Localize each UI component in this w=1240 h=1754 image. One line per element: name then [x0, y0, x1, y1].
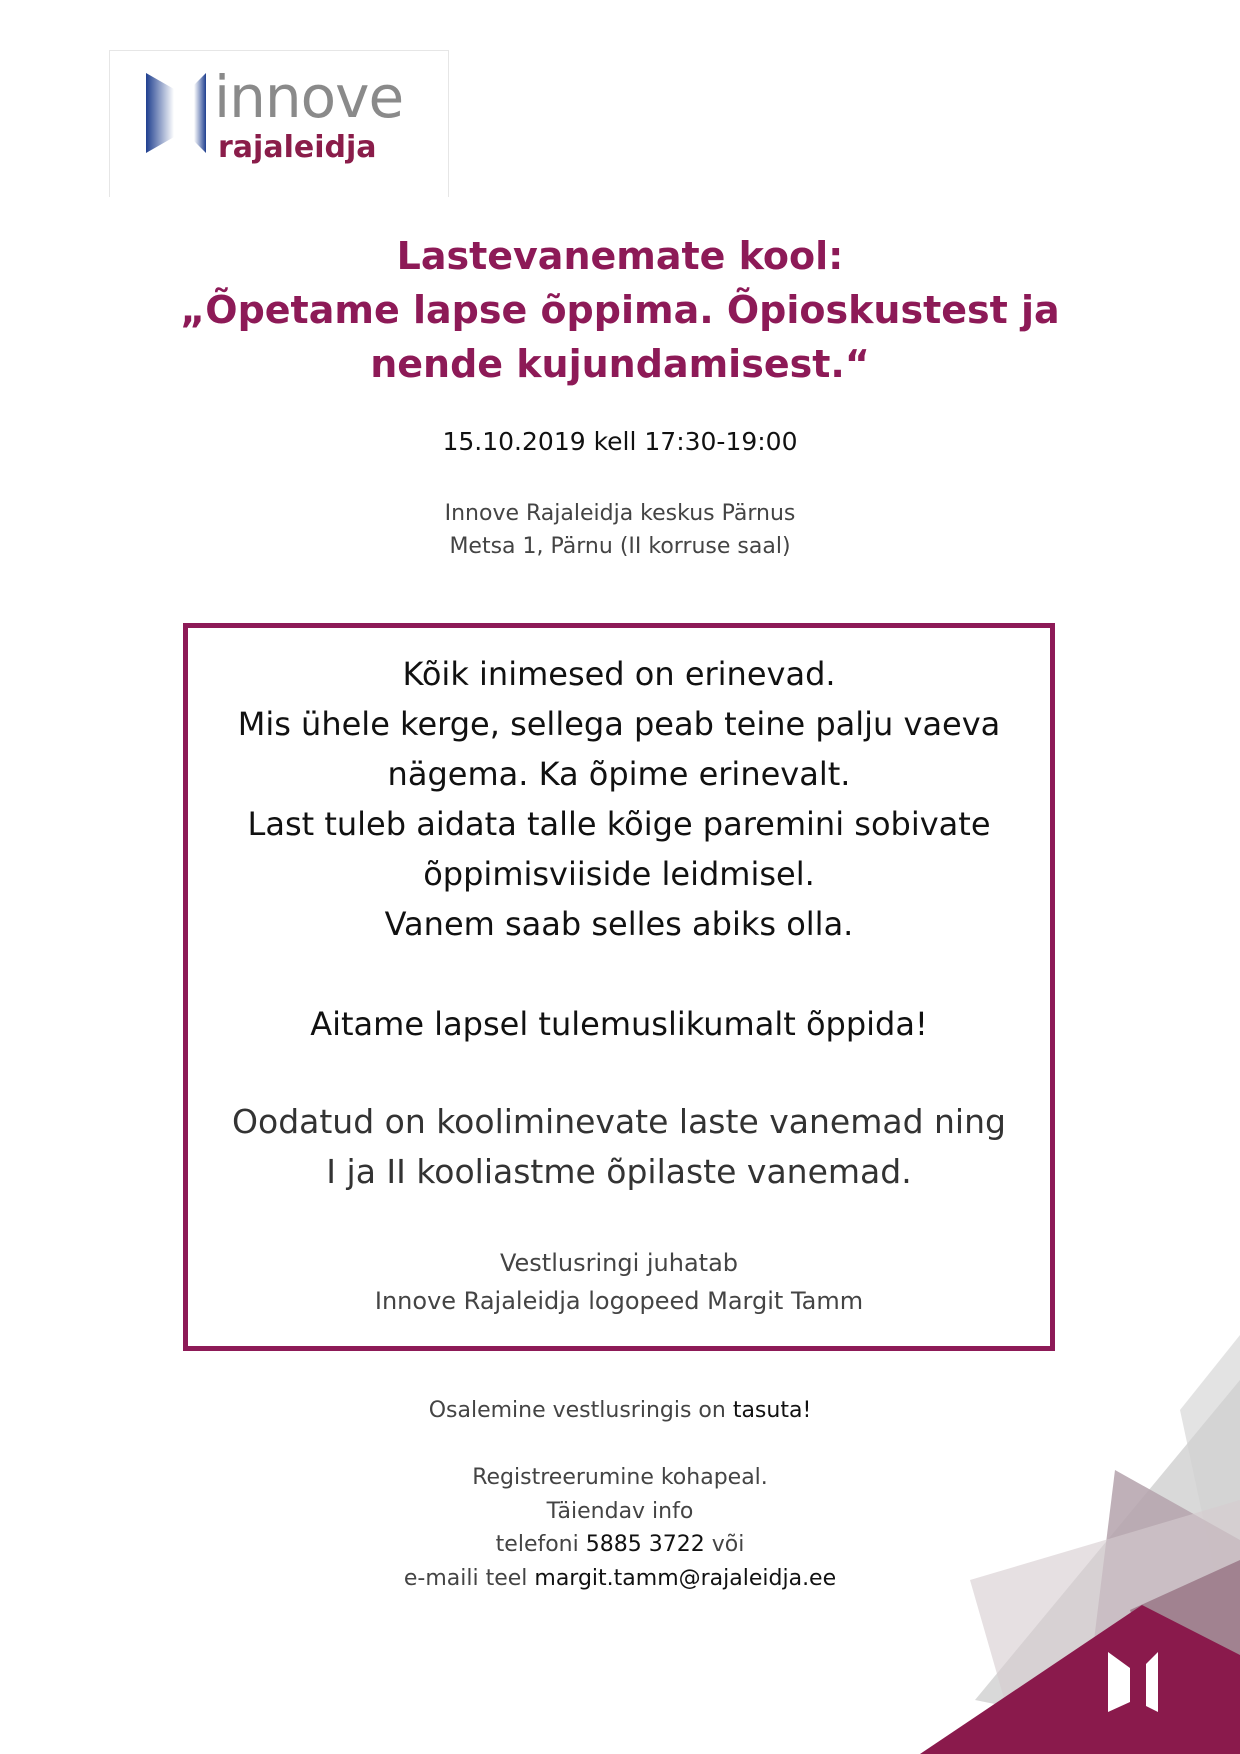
- box-line: Kõik inimesed on erinevad.: [402, 655, 836, 693]
- registration-note: Registreerumine kohapeal.: [472, 1465, 768, 1490]
- venue-address: Metsa 1, Pärnu (II korruse saal): [449, 534, 791, 559]
- box-line: nägema. Ka õpime erinevalt.: [387, 755, 851, 793]
- host-line-2: Innove Rajaleidja logopeed Margit Tamm: [374, 1287, 864, 1315]
- page-title-line-3: nende kujundamisest.“: [370, 342, 870, 386]
- box-slogan: Aitame lapsel tulemuslikumalt õppida!: [310, 1005, 928, 1043]
- email-prefix: e-maili teel: [403, 1566, 528, 1591]
- page-title-line-1: Lastevanemate kool:: [396, 234, 844, 278]
- box-line: Mis ühele kerge, sellega peab teine palju vaeva: [237, 705, 1001, 743]
- email-line: [160, 1562, 1080, 1595]
- phone-suffix: või: [711, 1532, 745, 1557]
- logo-subtitle: rajaleidja: [218, 130, 377, 165]
- venue-name: Innove Rajaleidja keskus Pärnus: [444, 501, 796, 526]
- email-link[interactable]: margit.tamm@rajaleidja.ee: [534, 1566, 837, 1591]
- phone-prefix: telefoni: [495, 1532, 579, 1557]
- phone-number[interactable]: 5885 3722: [585, 1532, 705, 1557]
- more-info-label: Täiendav info: [546, 1499, 694, 1524]
- box-line: õppimisviiside leidmisel.: [423, 855, 815, 893]
- free-prefix: Osalemine vestlusringis on: [428, 1398, 726, 1423]
- phone-line: [160, 1528, 1080, 1561]
- page-title-line-2: „Õpetame lapse õppima. Õpioskustest ja: [180, 288, 1060, 332]
- audience-line-1: Oodatud on kooliminevate laste vanemad ning: [232, 1102, 1006, 1141]
- event-datetime: 15.10.2019 kell 17:30-19:00: [442, 427, 798, 456]
- box-line: Last tuleb aidata talle kõige paremini sobivate: [247, 805, 991, 843]
- participation-note: [160, 1394, 1080, 1427]
- free-word: tasuta!: [732, 1398, 812, 1423]
- logo-wordmark: innove: [214, 63, 404, 131]
- box-line: Vanem saab selles abiks olla.: [384, 905, 854, 943]
- host-line-1: Vestlusringi juhatab: [499, 1249, 739, 1277]
- audience-line-2: I ja II kooliastme õpilaste vanemad.: [326, 1152, 912, 1191]
